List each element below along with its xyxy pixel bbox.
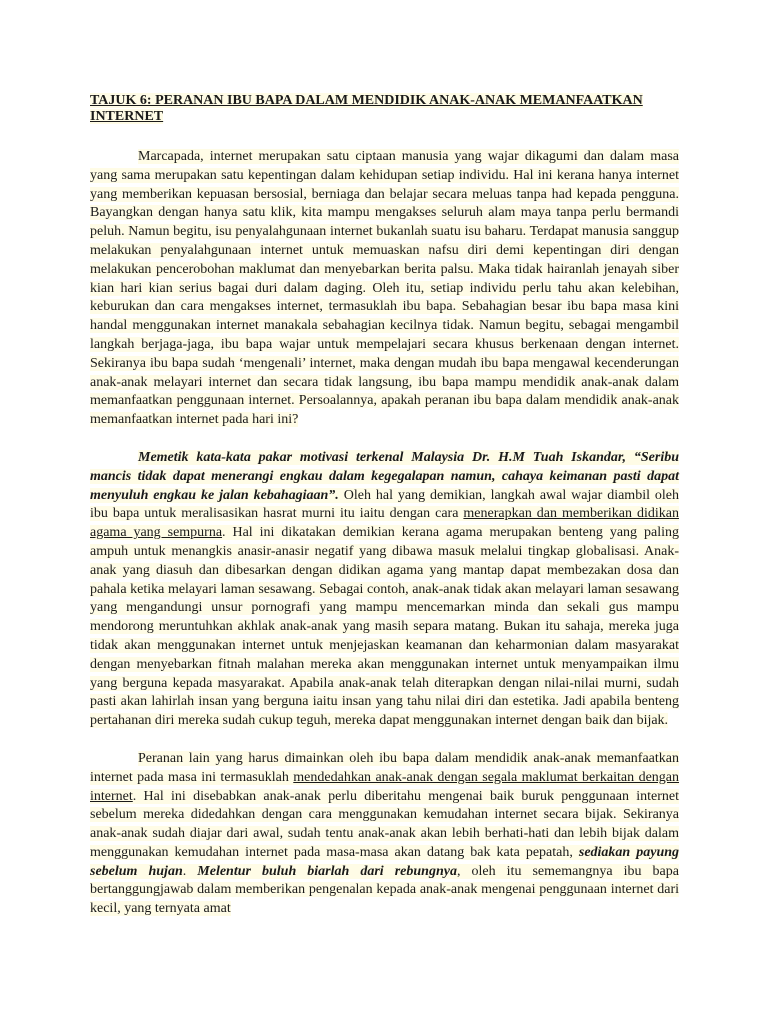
paragraph-information-text-a: Peranan lain yang harus dimainkan oleh ibu bapa dalam mendidik anak-anak memanfaatkan internet pada masa ini termasuklah xyxy=(90,750,679,785)
paragraph-intro-text: Marcapada, internet merupakan satu ciptaan manusia yang wajar dikagumi dan dalam masa yang sama merupakan satu kepentingan dalam kehidupan setiap individu. Hal ini kerana hanya internet yang memberikan kepuasan bersosial, berniaga dan belajar secara meluas tanpa had kepada pengguna. Bayangkan dengan hanya satu klik, kita mampu mengakses seluruh alam maya tanpa perlu bermandi peluh. Namun begitu, isu penyalahgunaan internet bukanlah suatu isu baharu. Terdapat manusia sanggup melakukan penyalahgunaan internet untuk memuaskan nafsu diri demi kepentingan diri dengan melakukan pencerobohan maklumat dan menyebarkan berita palsu. Maka tidak hairanlah jenayah siber kian hari kian serius bagai duri dalam daging. Oleh itu, setiap individu perlu tahu akan kelebihan, keburukan dan cara mengakses internet, termasuklah ibu bapa. Sebahagian besar ibu bapa masa kini handal menggunakan internet manakala sebahagian kecilnya tidak. Namun begitu, sebagai mengambil langkah berjaga-jaga, ibu bapa wajar untuk mempelajari secara khusus berkenaan dengan internet. Sekiranya ibu bapa sudah ‘mengenali’ internet, maka dengan mudah ibu bapa mengawal kecenderungan anak-anak melayari internet dan secara tidak langsung, ibu bapa mampu mendidik anak-anak dalam memanfaatkan penggunaan internet. Persoalannya, apakah peranan ibu bapa dalam mendidik anak-anak memanfaatkan internet pada hari ini? xyxy=(90,149,679,428)
document-body xyxy=(90,93,679,919)
document-title: TAJUK 6: PERANAN IBU BAPA DALAM MENDIDIK ANAK-ANAK MEMANFAATKAN INTERNET xyxy=(90,93,643,124)
paragraph-information xyxy=(90,750,679,919)
paragraph-religion xyxy=(90,449,679,731)
paragraph-information-text-b: . Hal ini disebabkan anak-anak perlu diberitahu mengenai baik buruk penggunaan internet sebelum mereka didedahkan dengan cara menggunakan kemudahan internet secara bijak. Sekiranya anak-anak sudah diajar dari awal, sudah tentu anak-anak akan lebih berhati-hati dan lebih bijak dalam menggunakan kemudahan internet pada masa-masa akan datang bak kata pepatah, xyxy=(90,788,679,860)
paragraph-intro xyxy=(90,148,679,430)
idiom-bamboo: Melentur buluh biarlah dari rebungnya xyxy=(197,863,457,879)
paragraph-religion-text-b: . Hal ini dikatakan demikian kerana agama merupakan benteng yang paling ampuh untuk menangkis anasir-anasir negatif yang dibawa masuk melalui tingkap globalisasi. Anak-anak yang diasuh dan dibesarkan dengan didikan agama yang mantap dapat membezakan dosa dan pahala ketika melayari laman sesawang. Sebagai contoh, anak-anak tidak akan melayari laman sesawang yang mengandungi unsur pornografi yang mampu mencemarkan minda dan sekali gus mampu mendorong meruntuhkan akhlak anak-anak yang masih separa matang. Bukan itu sahaja, mereka juga tidak akan menggunakan internet untuk menjejaskan keamanan dan keharmonian dalam masyarakat dengan menyebarkan fitnah malahan mereka akan menggunakan internet untuk menyampaikan ilmu yang berguna kepada masyarakat. Apabila anak-anak telah diterapkan dengan nilai-nilai murni, sudah pasti akan lahirlah insan yang berguna iaitu insan yang tahu nilai diri dan estetika. Jadi apabila benteng pertahanan diri mereka sudah cukup teguh, mereka dapat menggunakan internet dengan baik dan bijak. xyxy=(90,525,679,729)
paragraph-religion-text-a: Oleh hal yang demikian, langkah awal wajar diambil oleh ibu bapa untuk meralisasikan hasrat murni itu iaitu dengan cara xyxy=(90,487,680,522)
motivational-quote: Memetik kata-kata pakar motivasi terkenal Malaysia Dr. H.M Tuah Iskandar, “Seribu mancis tidak dapat menerangi engkau dalam kegegalapan namun, cahaya keimanan pasti dapat menyuluh engkau ke jalan kebahagiaan”. xyxy=(90,449,679,503)
idiom-umbrella: sediakan payung sebelum hujan xyxy=(90,844,680,879)
key-point-religion: menerapkan dan memberikan didikan agama yang sempurna xyxy=(90,506,679,541)
paragraph-information-text-c: , oleh itu sememangnya ibu bapa bertanggungjawab dalam memberikan pengenalan kepada anak-anak mengenai penggunaan internet dari kecil, yang ternyata amat xyxy=(90,863,679,917)
sentence-separator: . xyxy=(182,863,198,879)
key-point-information: mendedahkan anak-anak dengan segala maklumat berkaitan dengan internet xyxy=(90,769,679,804)
